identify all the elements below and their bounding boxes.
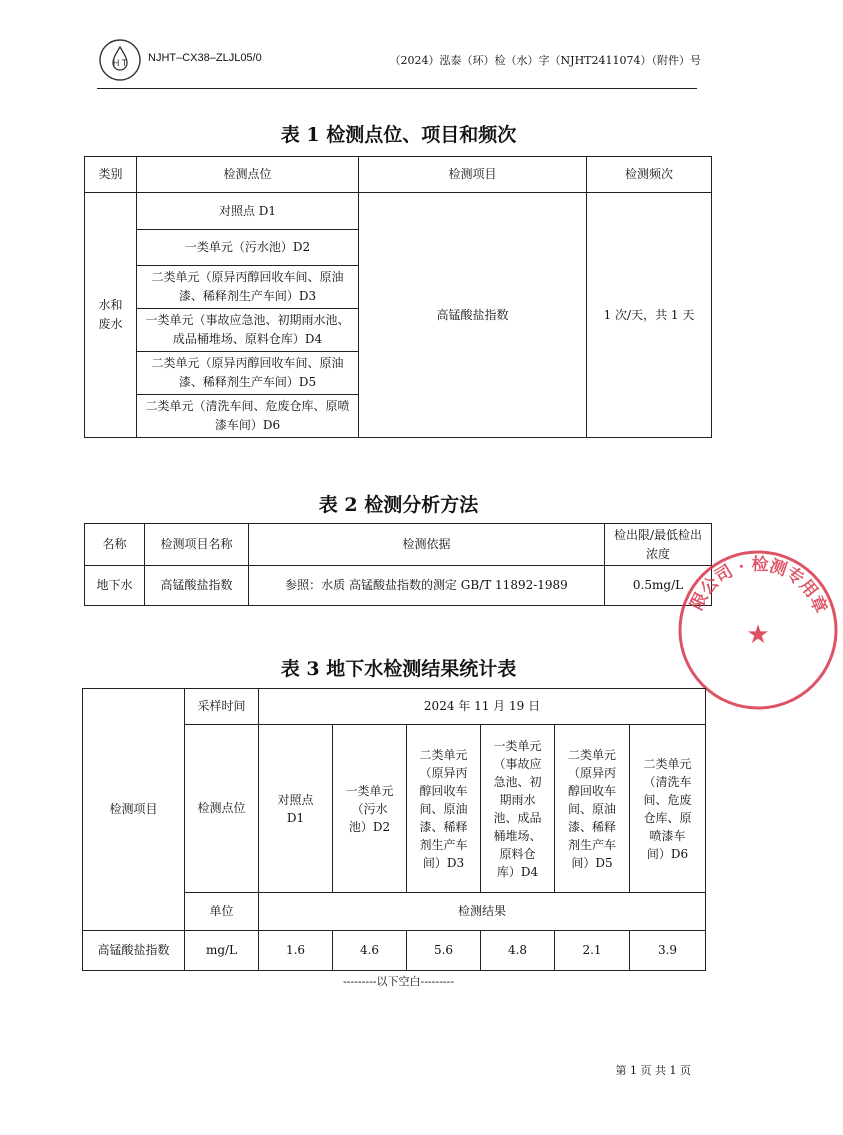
table3-sampling-date: 2024 年 11 月 19 日	[259, 689, 706, 725]
table3-row-unit: mg/L	[185, 931, 259, 971]
doc-code: NJHT–CX38–ZLJL05/0	[148, 52, 262, 64]
table3-value-d4: 4.8	[481, 931, 555, 971]
table3-value-d6: 3.9	[630, 931, 706, 971]
page-number: 第 1 页 共 1 页	[615, 1064, 691, 1077]
table1-header-frequency: 检测频次	[587, 157, 712, 193]
table3-row-item: 高锰酸盐指数	[83, 931, 185, 971]
svg-text:★: ★	[746, 620, 770, 650]
company-logo	[98, 38, 142, 82]
table3-sampling-time-label: 采样时间	[185, 689, 259, 725]
report-number: （2024）泓泰（环）检（水）字（NJHT2411074）（附件）号	[389, 54, 701, 67]
table3-result-label: 检测结果	[259, 893, 706, 931]
table3	[82, 688, 706, 971]
table3-value-d1: 1.6	[259, 931, 333, 971]
seal-text: 限公司 · 检测专用章	[686, 554, 831, 617]
logo-letters: H T	[112, 58, 128, 68]
table1-header-item: 检测项目	[359, 157, 587, 193]
table3-caption: 表 3 地下水检测结果统计表	[280, 658, 517, 680]
table2-cell-basis: 参照：水质 高锰酸盐指数的测定 GB/T 11892-1989	[249, 566, 605, 606]
table3-point-d3: 二类单元 （原异丙 醇回收车 间、原油 漆、稀释 剂生产车 间）D3	[407, 725, 481, 893]
table3-item-header: 检测项目	[83, 689, 185, 931]
table1-point-d5: 二类单元（原异丙醇回收车间、原油漆、稀释剂生产车间）D5	[137, 352, 359, 395]
table3-point-d2: 一类单元 （污水 池）D2	[333, 725, 407, 893]
table1-frequency: 1 次/天，共 1 天	[587, 193, 712, 438]
table2-header-limit: 检出限/最低检出浓度	[605, 524, 712, 566]
table1-caption: 表 1 检测点位、项目和频次	[280, 124, 517, 146]
table3-value-d2: 4.6	[333, 931, 407, 971]
table1	[84, 156, 712, 438]
table2-cell-limit: 0.5mg/L	[605, 566, 712, 606]
table3-point-d5: 二类单元 （原异丙 醇回收车 间、原油 漆、稀释 剂生产车 间）D5	[555, 725, 630, 893]
table1-point-d6: 二类单元（清洗车间、危废仓库、原喷漆车间）D6	[137, 395, 359, 438]
table3-point-d4: 一类单元 （事故应 急池、初 期雨水 池、成品 桶堆场、 原料仓 库）D4	[481, 725, 555, 893]
blank-note: ---------以下空白---------	[343, 975, 454, 988]
table1-item: 高锰酸盐指数	[359, 193, 587, 438]
svg-text:限公司 · 检测专用章	[687, 554, 831, 617]
table2-caption: 表 2 检测分析方法	[318, 494, 479, 516]
table3-point-d6: 二类单元 （清洗车 间、危废 仓库、原 喷漆车 间）D6	[630, 725, 706, 893]
table1-point-d2: 一类单元（污水池）D2	[137, 230, 359, 266]
table2-header-name: 名称	[85, 524, 145, 566]
table2	[84, 523, 712, 606]
table2-header-item: 检测项目名称	[145, 524, 249, 566]
table3-unit-label: 单位	[185, 893, 259, 931]
table3-value-d5: 2.1	[555, 931, 630, 971]
table2-cell-item: 高锰酸盐指数	[145, 566, 249, 606]
table1-header-point: 检测点位	[137, 157, 359, 193]
header-divider	[97, 88, 697, 89]
table1-point-d4: 一类单元（事故应急池、初期雨水池、成品桶堆场、原料仓库）D4	[137, 309, 359, 352]
table1-point-d1: 对照点 D1	[137, 193, 359, 230]
table1-category: 水和 废水	[85, 193, 137, 438]
table1-point-d3: 二类单元（原异丙醇回收车间、原油漆、稀释剂生产车间）D3	[137, 266, 359, 309]
table1-header-category: 类别	[85, 157, 137, 193]
table2-cell-name: 地下水	[85, 566, 145, 606]
table3-point-d1: 对照点 D1	[259, 725, 333, 893]
table2-header-basis: 检测依据	[249, 524, 605, 566]
table3-value-d3: 5.6	[407, 931, 481, 971]
table3-point-label: 检测点位	[185, 725, 259, 893]
